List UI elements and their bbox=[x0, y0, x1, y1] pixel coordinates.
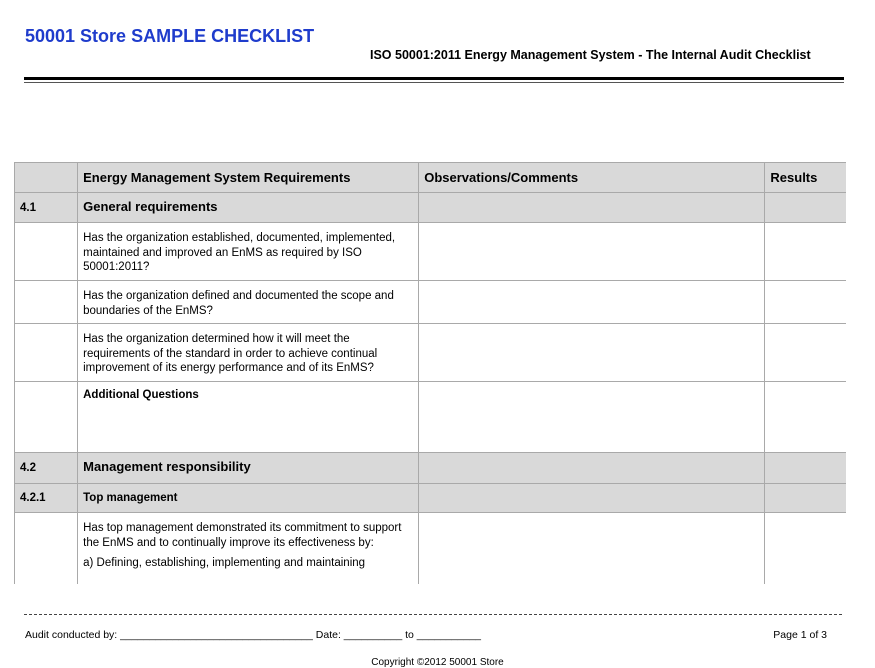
header-cell-observations: Observations/Comments bbox=[419, 163, 765, 193]
header-rule-thick bbox=[24, 77, 844, 80]
row-number bbox=[15, 324, 78, 382]
question-text: Has the organization established, documented, implemented, maintained and improved an EnMS as required by ISO 50001:2011? bbox=[78, 223, 419, 281]
header-cell-results: Results bbox=[765, 163, 846, 193]
row-number bbox=[15, 382, 78, 453]
observations-cell[interactable] bbox=[419, 324, 765, 382]
copyright-text: Copyright ©2012 50001 Store bbox=[371, 657, 504, 668]
results-cell[interactable] bbox=[765, 281, 846, 324]
audit-conducted-line: Audit conducted by: _________________________________ Date: __________ to ___________ bbox=[25, 629, 482, 641]
footer-rule bbox=[24, 614, 842, 615]
question-text: Has the organization determined how it will meet the requirements of the standard in order to achieve continual improvement of its energy performance and of its EnMS? bbox=[78, 324, 419, 382]
section-row bbox=[15, 193, 847, 223]
brand-title: 50001 Store SAMPLE CHECKLIST bbox=[25, 26, 315, 46]
question-text: Has the organization defined and documented the scope and boundaries of the EnMS? bbox=[78, 281, 419, 324]
question-text: Has top management demonstrated its commitment to support the EnMS and to continually improve its effectiveness by: bbox=[83, 522, 402, 549]
header-rule-thin bbox=[24, 82, 844, 83]
checklist-table-container bbox=[14, 162, 846, 584]
row-number bbox=[15, 281, 78, 324]
row-number bbox=[15, 513, 78, 585]
question-subitem: a) Defining, establishing, implementing and maintaining bbox=[83, 557, 366, 569]
section-number: 4.2 bbox=[15, 453, 78, 484]
additional-questions-label: Additional Questions bbox=[78, 382, 419, 453]
results-cell[interactable] bbox=[765, 513, 846, 585]
question-cell bbox=[78, 513, 419, 585]
section-title: Management responsibility bbox=[78, 453, 419, 484]
header-cell-number bbox=[15, 163, 78, 193]
checklist-table bbox=[14, 162, 846, 584]
question-row bbox=[15, 513, 847, 585]
observations-cell[interactable] bbox=[419, 281, 765, 324]
table-header-row bbox=[15, 163, 847, 193]
document-subtitle: ISO 50001:2011 Energy Management System - The Internal Audit Checklist bbox=[370, 48, 811, 62]
observations-cell[interactable] bbox=[419, 513, 765, 585]
section-number: 4.1 bbox=[15, 193, 78, 223]
observations-cell[interactable] bbox=[419, 223, 765, 281]
subsection-row bbox=[15, 484, 847, 513]
results-cell[interactable] bbox=[765, 223, 846, 281]
observations-cell[interactable] bbox=[419, 453, 765, 484]
results-cell[interactable] bbox=[765, 324, 846, 382]
section-title: General requirements bbox=[78, 193, 419, 223]
results-cell[interactable] bbox=[765, 382, 846, 453]
subsection-number: 4.2.1 bbox=[15, 484, 78, 513]
additional-questions-row bbox=[15, 382, 847, 453]
results-cell[interactable] bbox=[765, 484, 846, 513]
header-cell-requirements: Energy Management System Requirements bbox=[78, 163, 419, 193]
results-cell[interactable] bbox=[765, 193, 846, 223]
question-row bbox=[15, 324, 847, 382]
subsection-title: Top management bbox=[78, 484, 419, 513]
observations-cell[interactable] bbox=[419, 484, 765, 513]
observations-cell[interactable] bbox=[419, 382, 765, 453]
observations-cell[interactable] bbox=[419, 193, 765, 223]
row-number bbox=[15, 223, 78, 281]
section-row bbox=[15, 453, 847, 484]
results-cell[interactable] bbox=[765, 453, 846, 484]
question-row bbox=[15, 281, 847, 324]
question-row bbox=[15, 223, 847, 281]
page-number: Page 1 of 3 bbox=[773, 629, 827, 641]
